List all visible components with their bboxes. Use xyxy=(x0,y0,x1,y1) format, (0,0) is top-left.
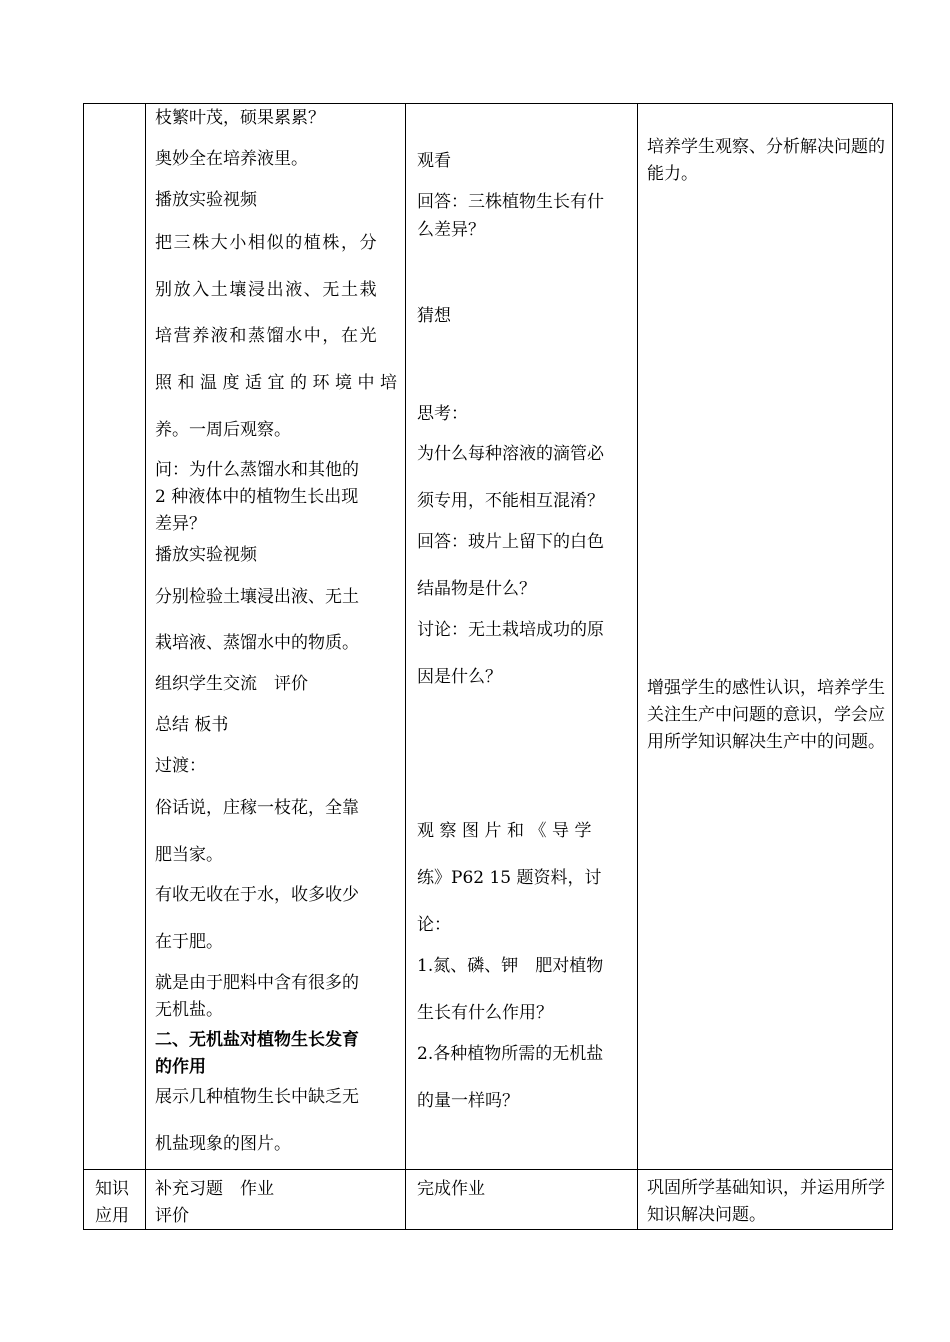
student-line: 为什么每种溶液的滴管必 xyxy=(417,444,604,464)
student-line: 生长有什么作用？ xyxy=(417,1003,553,1023)
table-bottom-border xyxy=(83,1229,893,1230)
table-right-border xyxy=(892,103,893,1230)
stage-label: 应用 xyxy=(95,1206,129,1226)
student-line: 因是什么？ xyxy=(417,667,502,687)
teacher-line: 补充习题 作业 xyxy=(155,1179,274,1199)
section-heading: 二、无机盐对植物生长发育 xyxy=(155,1030,359,1050)
teacher-line: 肥当家。 xyxy=(155,845,223,865)
student-line: 1.氮、磷、钾 肥对植物 xyxy=(417,956,604,976)
teacher-line: 组织学生交流 评价 xyxy=(155,674,308,694)
section-heading: 的作用 xyxy=(155,1057,206,1077)
teacher-line: 评价 xyxy=(155,1206,189,1226)
teacher-line: 差异？ xyxy=(155,514,206,534)
teacher-line: 2 种液体中的植物生长出现 xyxy=(155,487,359,507)
table-left-border xyxy=(83,103,84,1230)
teacher-line: 过渡： xyxy=(155,756,206,776)
column-divider-3 xyxy=(637,103,638,1230)
teacher-line: 问：为什么蒸馏水和其他的 xyxy=(155,460,359,480)
design-intent-consolidate: 巩固所学基础知识，并运用所学知识解决问题。 xyxy=(647,1178,885,1225)
teacher-line: 俗话说，庄稼一枝花，全靠 xyxy=(155,798,359,818)
student-line: 练》P62 15 题资料，讨 xyxy=(417,868,602,888)
teacher-line: 栽培液、蒸馏水中的物质。 xyxy=(155,633,359,653)
student-line: 思考： xyxy=(417,404,468,424)
teacher-line: 播放实验视频 xyxy=(155,190,257,210)
student-line: 观看 xyxy=(417,151,451,171)
student-line: 回答：玻片上留下的白色 xyxy=(417,532,604,552)
design-intent-perception: 增强学生的感性认识，培养学生关注生产中问题的意识，学会应用所学知识解决生产中的问题。 xyxy=(647,678,885,752)
teacher-line: 养。一周后观察。 xyxy=(155,420,291,440)
column-divider-2 xyxy=(405,103,406,1230)
teacher-line: 分别检验土壤浸出液、无土 xyxy=(155,587,359,607)
student-line: 2.各种植物所需的无机盐 xyxy=(417,1044,604,1064)
student-line: 须专用，不能相互混淆？ xyxy=(417,491,604,511)
teacher-line: 播放实验视频 xyxy=(155,545,257,565)
teacher-line: 无机盐。 xyxy=(155,1000,223,1020)
teacher-line: 照和温度适宜的环境中培 xyxy=(155,373,403,393)
teacher-line: 总结 板书 xyxy=(155,715,229,735)
teacher-line: 机盐现象的图片。 xyxy=(155,1134,291,1154)
table-row-divider xyxy=(83,1169,893,1170)
student-line: 观察图片和《导学 xyxy=(417,821,597,841)
student-line: 么差异？ xyxy=(417,220,485,240)
lesson-plan-table xyxy=(83,103,893,1230)
student-line: 结晶物是什么？ xyxy=(417,579,536,599)
teacher-line: 培营养液和蒸馏水中，在光 xyxy=(155,326,379,346)
teacher-line: 枝繁叶茂，硕果累累？ xyxy=(155,108,325,128)
student-line: 论： xyxy=(417,915,451,935)
teacher-line: 展示几种植物生长中缺乏无 xyxy=(155,1087,359,1107)
student-line: 讨论：无土栽培成功的原 xyxy=(417,620,604,640)
student-line: 的量一样吗？ xyxy=(417,1091,519,1111)
teacher-line: 有收无收在于水，收多收少 xyxy=(155,885,359,905)
teacher-line: 别放入土壤浸出液、无土栽 xyxy=(155,280,379,300)
table-top-border xyxy=(83,103,893,104)
student-line: 回答：三株植物生长有什 xyxy=(417,192,604,212)
teacher-line: 把三株大小相似的植株，分 xyxy=(155,233,379,253)
student-line: 完成作业 xyxy=(417,1179,485,1199)
stage-label: 知识 xyxy=(95,1179,129,1199)
teacher-line: 就是由于肥料中含有很多的 xyxy=(155,973,359,993)
teacher-line: 在于肥。 xyxy=(155,932,223,952)
teacher-line: 奥妙全在培养液里。 xyxy=(155,149,308,169)
design-intent-observation: 培养学生观察、分析解决问题的能力。 xyxy=(647,137,885,184)
column-divider-1 xyxy=(145,103,146,1230)
student-line: 猜想 xyxy=(417,306,451,326)
